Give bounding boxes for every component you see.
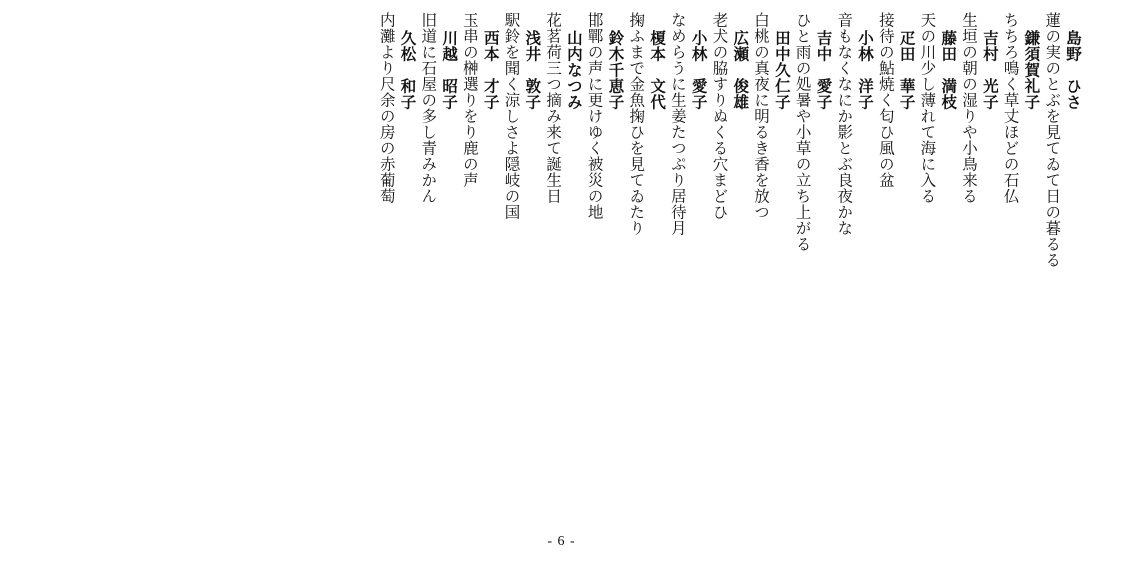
poem-text: ひと雨の処暑や小草の立ち上がる xyxy=(793,12,812,252)
poem-text: 蓮の実のとぶを見てゐて日の暮るる xyxy=(1043,12,1062,268)
poem-author: 疋田 華子 xyxy=(897,30,917,110)
poem-author: 榎本 文代 xyxy=(648,30,668,110)
poem-author: 鈴木千恵子 xyxy=(606,30,626,110)
poem-author: 山内なつみ xyxy=(564,30,584,110)
poem-author: 藤田 満枝 xyxy=(939,30,959,110)
poem-author: 西本 才子 xyxy=(481,30,501,110)
poem-text: 生垣の朝の湿りや小鳥来る xyxy=(960,12,979,204)
poem-text: 白桃の真夜に明るき香を放つ xyxy=(752,12,771,220)
poem-author: 小林 愛子 xyxy=(689,30,709,110)
poem-text: 花茗荷三つ摘み来て誕生日 xyxy=(544,12,563,204)
poem-author: 小林 洋子 xyxy=(856,30,876,110)
haiku-column-list xyxy=(23,12,1083,512)
poem-text: 邯鄲の声に更けゆく被災の地 xyxy=(585,12,604,220)
page-number: - 6 - xyxy=(547,534,576,549)
poem-text: 駅鈴を聞く涼しさよ隠岐の国 xyxy=(502,12,521,220)
poem-author: 浅井 敦子 xyxy=(523,30,543,110)
poem-text: 接待の鮎焼く匂ひ風の盆 xyxy=(876,12,895,188)
poem-author: 鎌須賀礼子 xyxy=(1022,30,1042,110)
poem-author: 川越 昭子 xyxy=(440,30,460,110)
poem-text: 天の川少し薄れて海に入る xyxy=(918,12,937,204)
poem-text: 掬ふまで金魚掬ひを見てゐたり xyxy=(627,12,646,236)
poem-text: 玉串の榊選りをり鹿の声 xyxy=(460,12,479,188)
poem-author: 吉中 愛子 xyxy=(814,30,834,110)
poem-author: 広瀬 俊雄 xyxy=(731,30,751,110)
poem-author: 田中久仁子 xyxy=(772,30,792,110)
poem-text: 旧道に石屋の多し青みかん xyxy=(419,12,438,204)
poem-text: 内灘より尺余の房の赤葡萄 xyxy=(377,12,396,204)
poem-author: 吉村 光子 xyxy=(980,30,1000,110)
poem-author: 久松 和子 xyxy=(398,30,418,110)
poem-text: 老犬の脇すりぬくる穴まどひ xyxy=(710,12,729,220)
poem-text: なめらうに生姜たつぷり居待月 xyxy=(668,12,687,236)
poem-author: 島野 ひさ xyxy=(1064,30,1083,110)
poem-text: 音もなくなにか影とぶ良夜かな xyxy=(835,12,854,236)
poem-text: ちちろ鳴く草丈ほどの石仏 xyxy=(1001,12,1020,204)
